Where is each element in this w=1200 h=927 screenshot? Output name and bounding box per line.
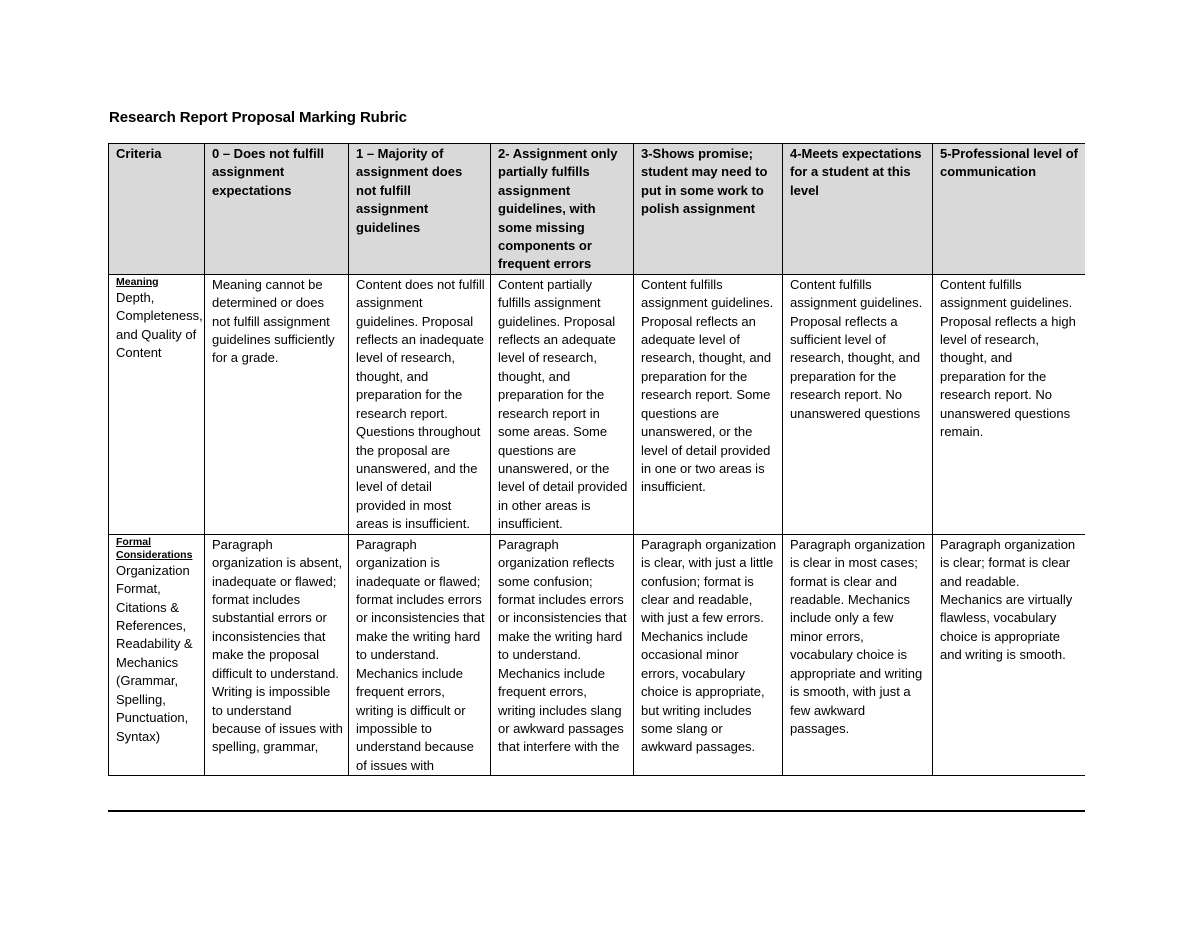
rubric-cell: Content fulfills assignment guidelines. Proposal reflects a high level of research, thought, and preparation for the research report. No unanswered questions remain. (933, 274, 1086, 534)
rubric-table (108, 143, 1085, 776)
rubric-cell: Paragraph organization reflects some confusion; format includes errors or inconsistencies that make the writing hard to understand. Mechanics include frequent errors, writing includes slang or awkward passages that interfere with the (491, 534, 634, 775)
rubric-table-container (108, 143, 1085, 812)
criterion-name: Meaning (116, 275, 159, 288)
rubric-cell: Meaning cannot be determined or does not fulfill assignment guidelines sufficiently for a grade. (205, 274, 349, 534)
criterion-name: Formal Considerations (116, 535, 193, 561)
rubric-cell: Paragraph organization is clear in most cases; format is clear and readable. Mechanics include only a few minor errors, vocabulary choice is appropriate and writing is smooth, with just a few awkward passages. (783, 534, 933, 775)
header-row (109, 144, 1086, 275)
rubric-cell: Content partially fulfills assignment guidelines. Proposal reflects an adequate level of research, thought, and preparation for the research report in some areas. Some questions are unanswered, or the level of detail provided in other areas is insufficient. (491, 274, 634, 534)
criterion-detail: Organization Format, Citations & References, Readability & Mechanics (Grammar, Spelling, Punctuation, Syntax) (116, 562, 193, 744)
criterion-detail: Depth, Completeness, and Quality of Content (116, 289, 203, 361)
rubric-cell: Paragraph organization is clear; format is clear and readable. Mechanics are virtually flawless, vocabulary choice is appropriate and writing is smooth. (933, 534, 1086, 775)
rubric-cell: Paragraph organization is clear, with just a little confusion; format is clear and readable, with just a few errors. Mechanics include occasional minor errors, vocabulary choice is appropriate, but writing includes some slang or awkward passages. (634, 534, 783, 775)
document-title: Research Report Proposal Marking Rubric (109, 109, 407, 126)
criterion-cell (109, 274, 205, 534)
table-row (109, 274, 1086, 534)
header-level-0: 0 – Does not fulfill assignment expectations (205, 144, 349, 275)
rubric-cell: Paragraph organization is inadequate or flawed; format includes errors or inconsistencies that make the writing hard to understand. Mechanics include frequent errors, writing is difficult or impossible to understand because of issues with (349, 534, 491, 775)
header-level-4: 4-Meets expectations for a student at this level (783, 144, 933, 275)
header-level-1: 1 – Majority of assignment does not fulfill assignment guidelines (349, 144, 491, 275)
criterion-cell (109, 534, 205, 775)
header-level-3: 3-Shows promise; student may need to put in some work to polish assignment (634, 144, 783, 275)
header-level-5: 5-Professional level of communication (933, 144, 1086, 275)
rubric-cell: Content fulfills assignment guidelines. Proposal reflects an adequate level of research, thought, and preparation for the research report. Some questions are unanswered, or the level of detail provided in one or two areas is insufficient. (634, 274, 783, 534)
rubric-cell: Content fulfills assignment guidelines. Proposal reflects a sufficient level of research, thought, and preparation for the research report. No unanswered questions (783, 274, 933, 534)
rubric-cell: Content does not fulfill assignment guidelines. Proposal reflects an inadequate level of research, thought, and preparation for the research report. Questions throughout the proposal are unanswered, and the level of detail provided in most areas is insufficient. (349, 274, 491, 534)
rubric-cell: Paragraph organization is absent, inadequate or flawed; format includes substantial errors or inconsistencies that make the proposal difficult to understand. Writing is impossible to understand because of issues with spelling, grammar, (205, 534, 349, 775)
table-row (109, 534, 1086, 775)
header-level-2: 2- Assignment only partially fulfills assignment guidelines, with some missing components or frequent errors (491, 144, 634, 275)
header-criteria: Criteria (109, 144, 205, 275)
